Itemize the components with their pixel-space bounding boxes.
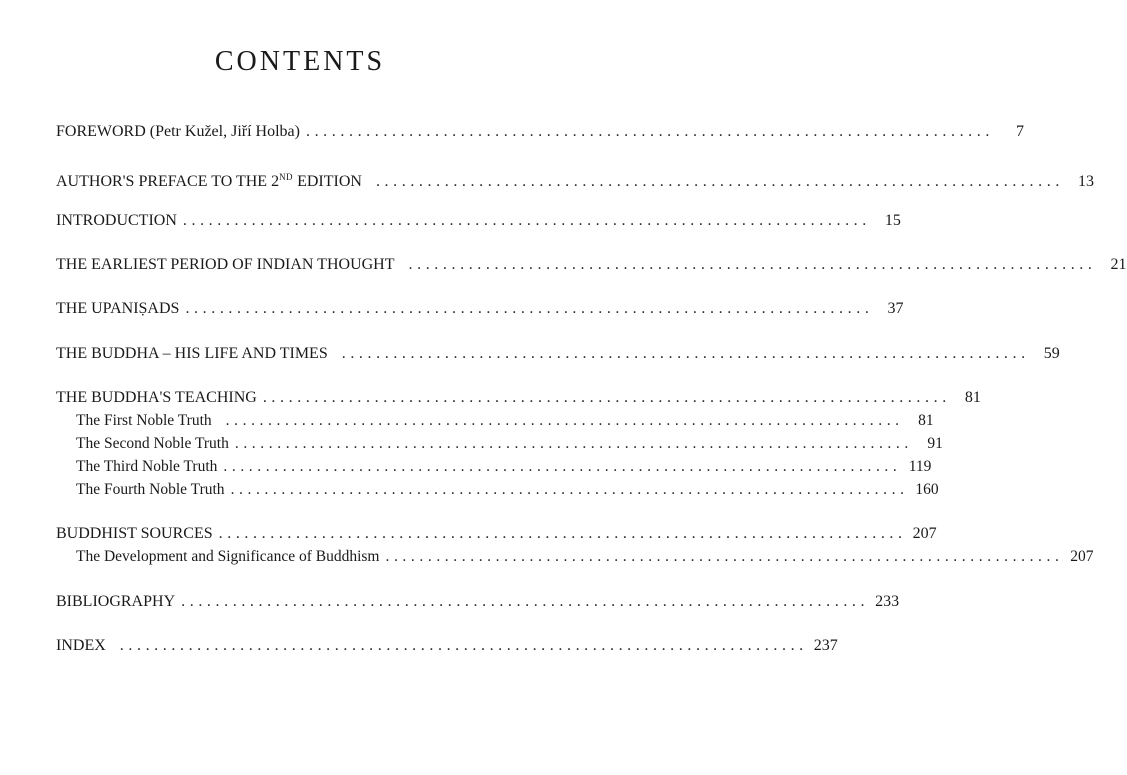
dot-leader: ................................................................................ xyxy=(262,389,951,406)
table-of-contents xyxy=(56,0,1127,775)
toc-subentry-first-noble-truth xyxy=(56,409,934,433)
toc-entry-page: 91 xyxy=(927,435,943,452)
toc-entry-page: 59 xyxy=(1043,345,1060,362)
toc-entry-authors-preface xyxy=(56,165,1094,190)
toc-entry-title-superscript: ND xyxy=(279,172,294,182)
toc-entry-page: 21 xyxy=(1110,256,1127,273)
toc-entry-title: The Fourth Noble Truth xyxy=(76,481,225,498)
toc-entry-page: 160 xyxy=(915,481,939,498)
dot-leader: ................................................................................ xyxy=(234,435,913,452)
toc-entry-title-part: AUTHOR'S PREFACE TO THE 2 xyxy=(56,173,280,190)
toc-entry-title: INTRODUCTION xyxy=(56,212,177,229)
dot-leader: ................................................................................ xyxy=(225,412,904,429)
dot-leader: ................................................................................ xyxy=(375,173,1064,190)
toc-entry-title: The Second Noble Truth xyxy=(76,435,229,452)
dot-leader: ................................................................................ xyxy=(385,548,1064,565)
toc-entry-introduction xyxy=(56,209,901,233)
toc-entry-page: 81 xyxy=(918,412,934,429)
toc-entry-buddhist-sources xyxy=(56,522,937,546)
toc-entry-page: 207 xyxy=(912,525,937,542)
toc-subentry-third-noble-truth xyxy=(56,455,932,479)
toc-entry-page: 7 xyxy=(1015,123,1024,140)
toc-entry-page: 81 xyxy=(964,389,981,406)
toc-entry-title: The Development and Significance of Buddhism xyxy=(76,548,380,565)
toc-entry-title: BIBLIOGRAPHY xyxy=(56,593,176,610)
dot-leader: ................................................................................ xyxy=(408,256,1097,273)
toc-entry-earliest-period xyxy=(56,253,1127,277)
dot-leader: ................................................................................ xyxy=(305,123,994,140)
toc-entry-title: THE BUDDHA'S TEACHING xyxy=(56,389,257,406)
toc-entry-title: THE EARLIEST PERIOD OF INDIAN THOUGHT xyxy=(56,256,395,273)
dot-leader: ................................................................................ xyxy=(223,458,902,475)
dot-leader: ................................................................................ xyxy=(230,481,909,498)
toc-entry-title: BUDDHIST SOURCES xyxy=(56,525,213,542)
dot-leader: ................................................................................ xyxy=(218,525,907,542)
dot-leader: ................................................................................ xyxy=(181,593,870,610)
toc-entry-buddha-life xyxy=(56,342,1060,366)
toc-entry-foreword xyxy=(56,120,1024,144)
toc-entry-title: THE BUDDHA – HIS LIFE AND TIMES xyxy=(56,345,328,362)
toc-subentry-development-significance xyxy=(56,545,1094,569)
toc-entry-title: FOREWORD (Petr Kužel, Jiří Holba) xyxy=(56,123,300,140)
toc-entry-page: 15 xyxy=(884,212,901,229)
toc-entry-title: The Third Noble Truth xyxy=(76,458,218,475)
dot-leader: ................................................................................ xyxy=(119,637,808,654)
page-title: CONTENTS xyxy=(214,46,386,77)
toc-entry-upanisads xyxy=(56,297,904,321)
toc-entry-title: INDEX xyxy=(56,637,106,654)
toc-entry-page: 37 xyxy=(887,300,904,317)
dot-leader: ................................................................................ xyxy=(182,212,871,229)
toc-entry-page: 233 xyxy=(875,593,900,610)
toc-entry-page: 237 xyxy=(813,637,838,654)
dot-leader: ................................................................................ xyxy=(341,345,1030,362)
toc-entry-title: The First Noble Truth xyxy=(76,412,212,429)
toc-entry-page: 207 xyxy=(1070,548,1094,565)
dot-leader: ................................................................................ xyxy=(185,300,874,317)
toc-entry-page: 13 xyxy=(1077,173,1094,190)
toc-subentry-fourth-noble-truth xyxy=(56,478,939,502)
toc-entry-title: THE UPANIṢADS xyxy=(56,300,180,317)
toc-subentry-second-noble-truth xyxy=(56,432,943,456)
toc-entry-buddha-teaching xyxy=(56,386,981,410)
toc-entry-page: 119 xyxy=(908,458,932,475)
toc-entry-bibliography xyxy=(56,590,900,614)
toc-entry-title xyxy=(56,165,362,194)
toc-entry-title-part: EDITION xyxy=(293,173,362,190)
toc-entry-index xyxy=(56,634,838,658)
